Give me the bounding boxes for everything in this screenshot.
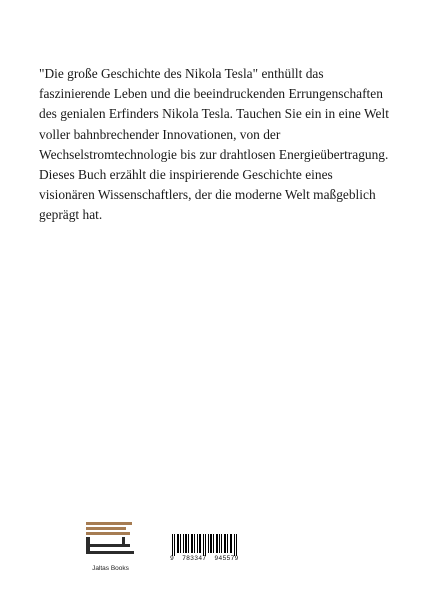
barcode-icon: [170, 534, 240, 556]
publisher-name: Jaltas Books: [92, 565, 129, 572]
book-blurb: "Die große Geschichte des Nikola Tesla" enthüllt das faszinierende Leben und die beeindruckenden Errungenschaften des genialen Erfinders Nikola Tesla. Tauchen Sie ein in eine Welt voller bahnbrechender Innovationen, von der Wechselstromtechnologie bis zur drahtlosen Energieübertragung. Dieses Buch erzählt die inspirierende Geschichte eines visionären Wissenschaftlers, der die moderne Welt maßgeblich geprägt hat.: [39, 66, 389, 223]
books-stack-icon: [78, 518, 142, 566]
isbn-digits: 9 783347 945579: [170, 555, 239, 562]
